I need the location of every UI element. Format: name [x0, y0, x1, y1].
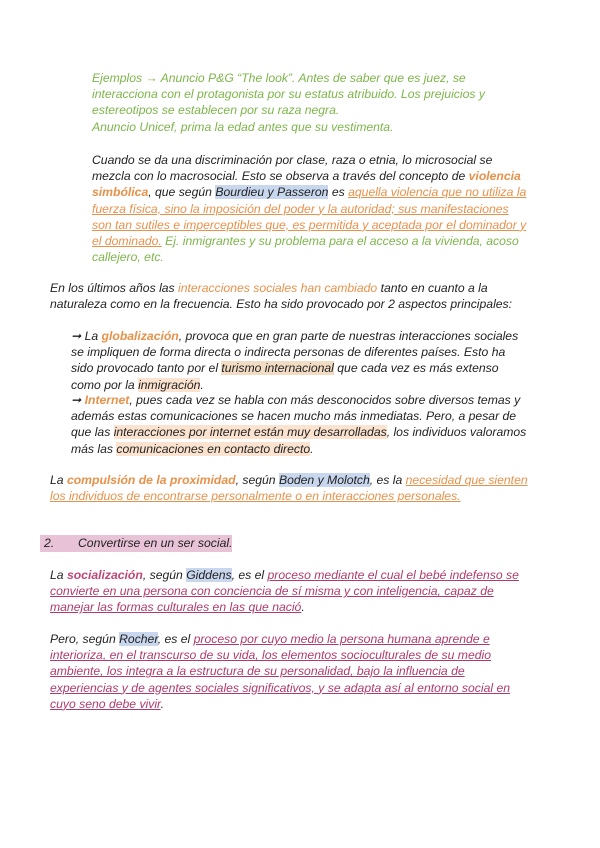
internet-bullet	[71, 392, 526, 457]
globalizacion-bullet	[71, 328, 518, 393]
definition-line-4: experiencias y de agentes sociales significativos, y se adapta así al entorno social en	[50, 680, 511, 695]
violencia-line-6	[92, 233, 526, 249]
text-span: .	[160, 696, 165, 711]
definition-underlined: aquella violencia que no utiliza la	[348, 185, 527, 200]
term-globalizacion: globalización	[101, 329, 179, 343]
examples-line-2: interacciona con el protagonista por su estatus atribuido. Los prejuicios y	[92, 87, 485, 102]
text-span: que las	[71, 425, 114, 440]
proximidad-paragraph	[50, 472, 528, 504]
definition-line-2: los individuos de encontrarse personalmente o en interacciones personales.	[50, 489, 461, 504]
violencia-paragraph	[92, 152, 526, 265]
definition-line-3: son tan sutiles e imperceptibles que, es permitida y aceptada por el dominador y	[92, 217, 527, 232]
definition-line-3: manejar las formas culturales en las que nació	[50, 600, 302, 615]
author-highlight: Rocher	[119, 632, 158, 646]
rocher-line-1	[50, 631, 510, 647]
text-span: como por la	[71, 377, 139, 392]
text-span: sido provocado tanto por el	[71, 361, 222, 376]
globalizacion-line-1	[71, 328, 518, 344]
arrow-icon: ➞	[71, 393, 85, 407]
text-span: tanto en cuanto a la	[377, 281, 488, 295]
example-line-2: callejero, etc.	[92, 250, 164, 265]
socializacion-paragraph	[50, 567, 519, 616]
interacciones-paragraph	[50, 280, 512, 312]
examples-line-1: Ejemplos → Anuncio P&G “The look”. Antes de saber que es juez, se	[92, 71, 466, 85]
examples-line-3: estereotipos se establecen por su raza negra.	[92, 103, 340, 118]
text-span: En los últimos años las	[50, 281, 179, 295]
definition-line-5: cuyo seno debe vivir	[50, 696, 161, 711]
term-simbolica: simbólica	[92, 185, 149, 200]
key-phrase: interacciones sociales han cambiado	[178, 281, 378, 295]
violencia-line-3	[92, 184, 526, 200]
highlight-internet: interacciones por internet están muy desarrolladas	[113, 425, 387, 440]
text-span: , es el	[231, 568, 268, 582]
text-span: , según	[142, 568, 187, 582]
text-span: , según	[235, 473, 279, 487]
interacciones-line-1	[50, 280, 512, 296]
term-proximidad: compulsión de la proximidad	[66, 473, 236, 487]
interacciones-line-2: naturaleza como en la frecuencia. Esto ha sido provocado por 2 aspectos principales:	[50, 297, 513, 312]
section-title: Convertirse en un ser social.	[78, 536, 233, 550]
text-span: es	[328, 185, 349, 200]
definition-underlined: necesidad que sienten	[405, 473, 528, 487]
term-internet: Internet	[84, 393, 130, 407]
examples-paragraph	[92, 70, 485, 135]
text-span: más las	[71, 441, 117, 456]
violencia-line-2	[92, 168, 526, 184]
author-highlight: Boden y Molotch	[278, 473, 370, 487]
globalizacion-line-4	[71, 377, 518, 393]
text-span: que cada vez es más extenso	[333, 361, 499, 376]
section-number: 2.	[44, 536, 55, 550]
author-highlight: Bourdieu y Passeron	[215, 185, 329, 200]
definition-underlined: proceso por cuyo medio la persona humana aprende e	[193, 632, 490, 646]
text-span: , pues cada vez se habla con más desconocidos sobre diversos temas y	[129, 393, 521, 407]
text-span: Pero, según	[50, 632, 120, 646]
text-span: .	[200, 377, 204, 392]
socializacion-line-1	[50, 567, 519, 583]
example-text: Ej. inmigrantes y su problema para el acceso a la vivienda, acoso	[161, 234, 519, 249]
globalizacion-line-2: se impliquen de forma directa o indirecta personas de diferentes países. Esto ha	[71, 345, 506, 360]
highlight-turismo: turismo internacional	[221, 361, 334, 376]
rocher-paragraph	[50, 631, 510, 712]
text-span: , los individuos valoramos	[386, 425, 527, 440]
examples-line-4: Anuncio Unicef, prima la edad antes que su vestimenta.	[92, 119, 394, 134]
text-span: , que según	[148, 185, 216, 200]
definition-line-2: convierte en una persona con conciencia de sí misma y con inteligencia, capaz de	[50, 584, 494, 599]
definition-line-3: ambiente, los integra a la estructura de su personalidad, bajo la influencia de	[50, 664, 465, 679]
arrow-icon: ➞ La	[71, 329, 102, 343]
definition-line-2: fuerza física, sino la imposición del poder y la autoridad; sus manifestaciones	[92, 201, 509, 216]
highlight-contacto: comunicaciones en contacto directo	[116, 441, 311, 456]
text-span: , es la	[369, 473, 406, 487]
text-span: mezcla con lo macrosocial. Esto se observa a través del concepto de	[92, 169, 469, 184]
highlight-inmigracion: inmigración	[138, 377, 201, 392]
text-span: , provoca que en gran parte de nuestras interacciones sociales	[178, 329, 519, 343]
definition-line-4: el dominado.	[92, 234, 162, 249]
text-span: La	[50, 568, 67, 582]
internet-line-3	[71, 424, 526, 440]
text-span: .	[310, 441, 314, 456]
rocher-line-5	[50, 696, 510, 712]
term-violencia: violencia	[468, 169, 521, 184]
proximidad-line-1	[50, 472, 528, 488]
term-socializacion: socialización	[66, 568, 143, 582]
internet-line-2: además estas comunicaciones se hacen mucho más inmediatas. Pero, a pesar de	[71, 409, 517, 424]
text-span: La	[50, 473, 67, 487]
globalizacion-line-3	[71, 360, 518, 376]
definition-line-2: interioriza, en el transcurso de su vida, los elementos socioculturales de su medio	[50, 648, 492, 663]
definition-underlined: proceso mediante el cual el bebé indefenso se	[267, 568, 519, 582]
text-span: .	[301, 600, 305, 615]
violencia-line-1: Cuando se da una discriminación por clase, raza o etnia, lo microsocial se	[92, 153, 493, 167]
internet-line-1	[71, 392, 526, 408]
socializacion-line-3	[50, 599, 519, 615]
internet-line-4	[71, 441, 526, 457]
author-highlight: Giddens	[186, 568, 232, 582]
text-span: , es el	[157, 632, 194, 646]
